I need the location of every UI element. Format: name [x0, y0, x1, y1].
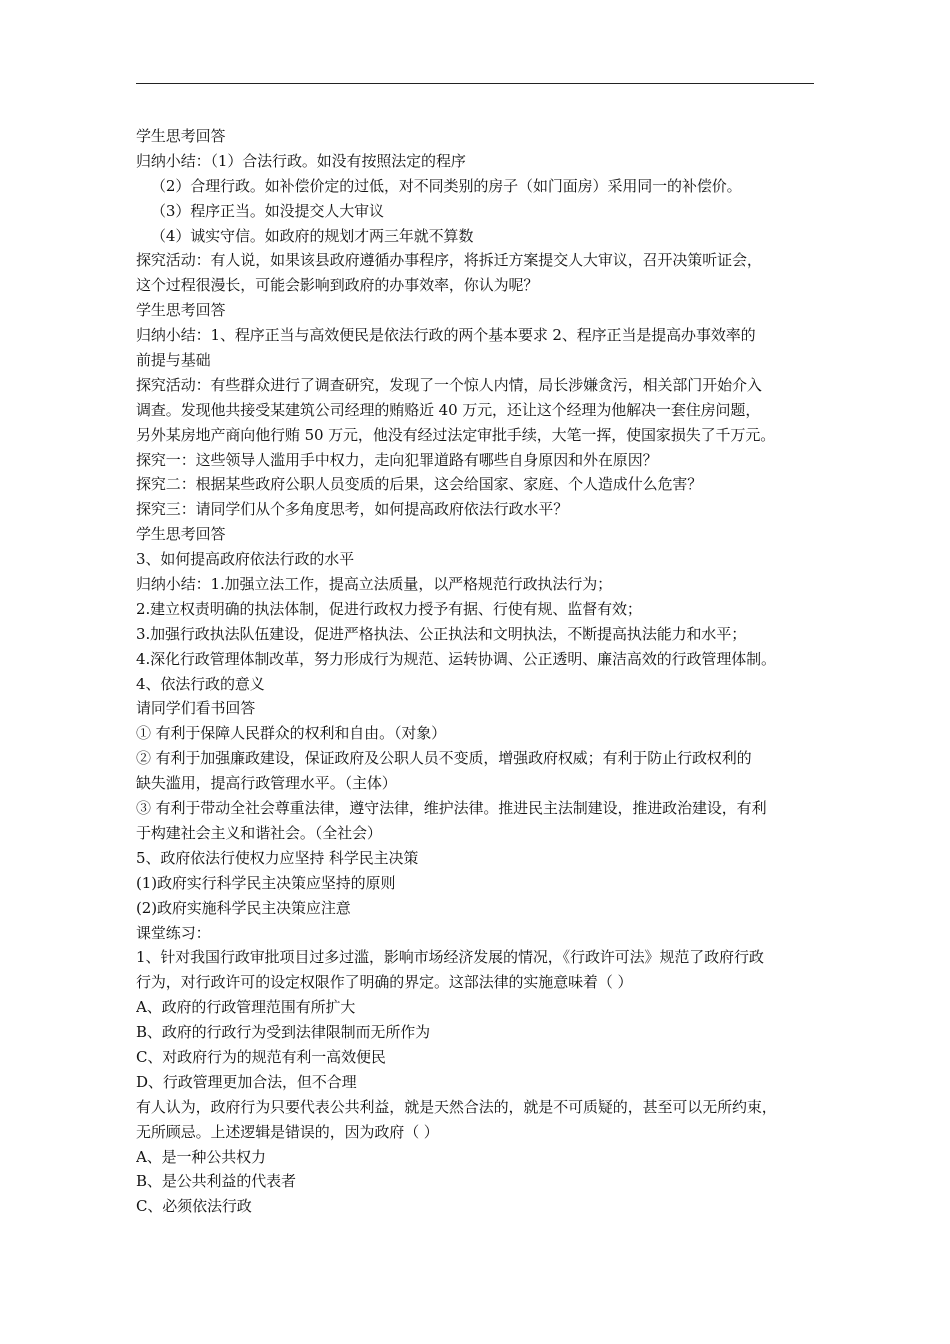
- text-line: A、是一种公共权力: [136, 1147, 266, 1166]
- document-body: [136, 124, 816, 1219]
- text-line: ① 有利于保障人民群众的权利和自由。（对象）: [136, 724, 447, 743]
- text-line: 前提与基础: [136, 351, 211, 370]
- text-line: 于构建社会主义和谐社会。（全社会）: [136, 823, 382, 842]
- text-line: 探究三：请同学们从个多角度思考，如何提高政府依法行政水平？: [136, 500, 569, 519]
- text-line: 探究活动：有些群众进行了调查研究，发现了一个惊人内情，局长涉嫌贪污，相关部门开始介入: [136, 375, 762, 394]
- text-line: 学生思考回答: [136, 525, 226, 544]
- text-line: 3、如何提高政府依法行政的水平: [136, 550, 355, 569]
- text-line: 请同学们看书回答: [136, 699, 256, 718]
- text-line: 归纳小结：1、程序正当与高效便民是依法行政的两个基本要求 2、程序正当是提高办事效率的: [136, 326, 756, 345]
- text-line: (2)政府实施科学民主决策应注意: [136, 898, 351, 917]
- text-line: 1、针对我国行政审批项目过多过滥，影响市场经济发展的情况，《行政许可法》规范了政府行政: [136, 948, 764, 967]
- text-line: 这个过程很漫长，可能会影响到政府的办事效率，你认为呢？: [136, 276, 539, 295]
- text-line: （3）程序正当。如没提交人大审议: [151, 201, 384, 220]
- text-line: 学生思考回答: [136, 301, 226, 320]
- text-line: 2.建立权责明确的执法体制，促进行政权力授予有据、行使有规、监督有效；: [136, 599, 642, 618]
- text-line: ③ 有利于带动全社会尊重法律，遵守法律，维护法律。推进民主法制建设，推进政治建设，有利: [136, 799, 767, 818]
- text-line: 归纳小结：1.加强立法工作，提高立法质量，以严格规范行政执法行为；: [136, 575, 613, 594]
- text-line: C、必须依法行政: [136, 1197, 252, 1216]
- text-line: 课堂练习：: [136, 923, 211, 942]
- text-line: 有人认为，政府行为只要代表公共利益，就是天然合法的，就是不可质疑的，甚至可以无所约束，: [136, 1097, 777, 1116]
- text-line: 归纳小结：（1）合法行政。如没有按照法定的程序: [136, 151, 466, 170]
- text-line: 另外某房地产商向他行贿 50 万元，他没有经过法定审批手续，大笔一挥，使国家损失了千万元。: [136, 425, 776, 444]
- text-line: ② 有利于加强廉政建设，保证政府及公职人员不变质，增强政府权威；有利于防止行政权利的: [136, 749, 752, 768]
- text-line: 5、政府依法行使权力应坚持 科学民主决策: [136, 848, 419, 867]
- text-line: （2）合理行政。如补偿价定的过低，对不同类别的房子（如门面房）采用同一的补偿价。: [151, 176, 742, 195]
- text-line: 学生思考回答: [136, 127, 226, 145]
- text-line: 4.深化行政管理体制改革，努力形成行为规范、运转协调、公正透明、廉洁高效的行政管理体制。: [136, 649, 776, 668]
- text-line: 探究二：根据某些政府公职人员变质的后果，这会给国家、家庭、个人造成什么危害？: [136, 475, 703, 494]
- text-line: 无所顾忌。上述逻辑是错误的，因为政府（ ）: [136, 1122, 439, 1141]
- header-rule: [136, 83, 814, 84]
- text-line: (1)政府实行科学民主决策应坚持的原则: [136, 873, 396, 892]
- text-line: A、政府的行政管理范围有所扩大: [136, 998, 356, 1017]
- text-line: C、对政府行为的规范有利一高效便民: [136, 1047, 386, 1066]
- text-line: 调查。发现他共接受某建筑公司经理的贿赂近 40 万元，还让这个经理为他解决一套住房问题，: [136, 400, 761, 419]
- text-line: B、是公共利益的代表者: [136, 1172, 296, 1191]
- text-line: 探究活动：有人说，如果该县政府遵循办事程序，将拆迁方案提交人大审议，召开决策听证会，: [136, 251, 762, 270]
- text-line: 行为，对行政许可的设定权限作了明确的界定。这部法律的实施意味着（ ）: [136, 973, 633, 992]
- text-line: （4）诚实守信。如政府的规划才两三年就不算数: [151, 226, 474, 245]
- text-line: 探究一：这些领导人滥用手中权力，走向犯罪道路有哪些自身原因和外在原因？: [136, 450, 658, 469]
- text-line: D、行政管理更加合法，但不合理: [136, 1072, 357, 1091]
- text-line: 3.加强行政执法队伍建设，促进严格执法、公正执法和文明执法，不断提高执法能力和水平；: [136, 624, 747, 643]
- text-line: 缺失滥用，提高行政管理水平。（主体）: [136, 774, 397, 793]
- text-line: B、政府的行政行为受到法律限制而无所作为: [136, 1023, 431, 1042]
- text-line: 4、依法行政的意义: [136, 674, 265, 693]
